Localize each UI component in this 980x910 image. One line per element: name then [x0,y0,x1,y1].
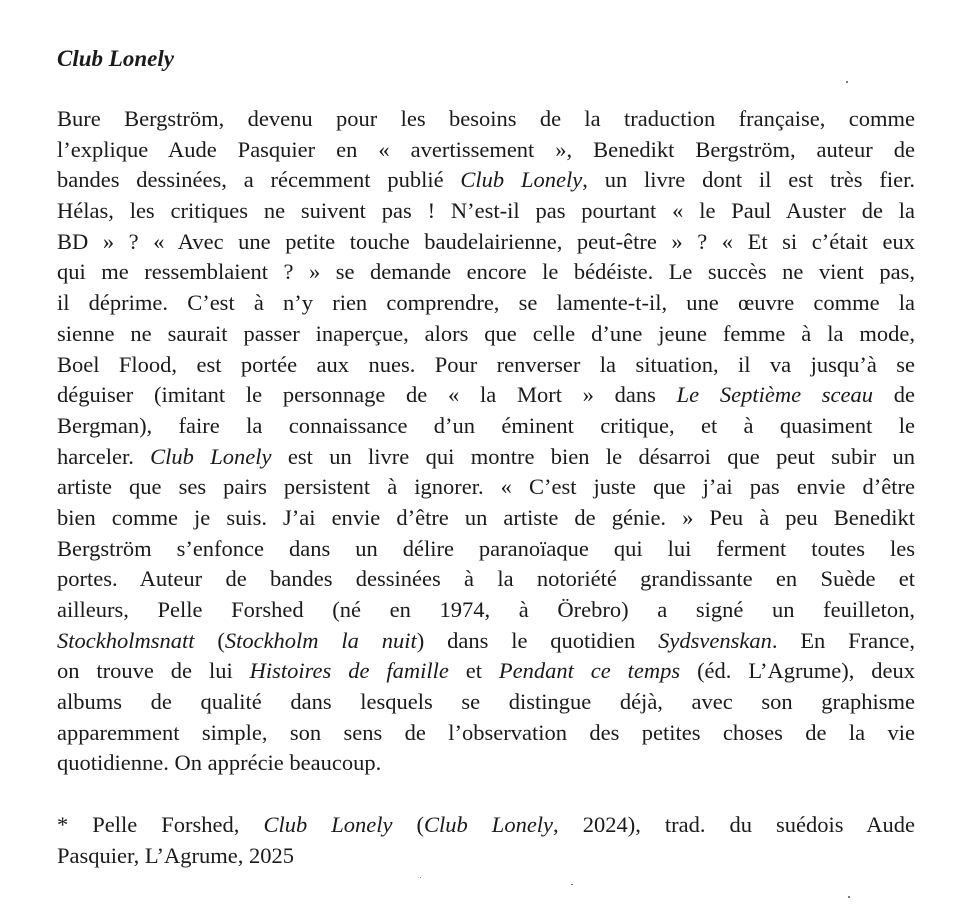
italic-text: Club Lonely [460,167,583,193]
text-run: BD » ? « Avec une petite touche baudelairienne, peut-être » ? « Et si c’était eux [57,228,915,254]
scan-speck [571,884,573,885]
text-run: on trouve de lui [57,658,250,684]
scan-speck [846,81,848,83]
body-line [57,442,915,473]
body-line [57,165,915,196]
body-line [57,319,915,350]
text-run: (éd. L’Agrume), deux [680,658,915,684]
text-run: , un livre dont il est très fier. [582,167,915,193]
body-line [57,503,915,534]
italic-text: Stockholmsnatt [57,627,195,653]
article-title: Club Lonely [57,46,174,71]
text-run: apparemment simple, son sens de l’observation des petites choses de la vie [57,719,915,745]
body-line [57,595,915,626]
body-line [57,748,915,779]
text-run: Pasquier, L’Agrume, 2025 [57,842,294,868]
body-line [57,411,915,442]
footnote [57,810,915,871]
body-line [57,380,915,411]
text-run: bandes dessinées, a récemment publié [57,167,461,193]
text-run: ailleurs, Pelle Forshed (né en 1974, à Örebro) a signé un feuilleton, [57,597,915,622]
body-line [57,626,915,657]
body-line [57,257,915,288]
text-run: portes. Auteur de bandes dessinées à la notoriété grandissante en Suède et [57,566,915,592]
body-line [57,687,915,718]
text-run: est un livre qui montre bien le désarroi que peut subir un [271,443,916,469]
footnote-line [57,841,915,872]
body-line [57,350,915,381]
text-run: . En France, [771,627,915,653]
italic-text: Club Lonely [150,443,272,469]
text-run: ( [392,812,425,837]
body-line [57,227,915,258]
text-run: ( [194,627,225,653]
italic-text: Sydsvenskan [658,627,772,653]
body-line [57,135,915,166]
text-run: * Pelle Forshed, [57,812,264,837]
text-run: Bergström s’enfonce dans un délire paranoïaque qui lui ferment toutes les [57,535,915,561]
text-run: albums de qualité dans lesquels se distingue déjà, avec son graphisme [57,689,915,715]
text-run: artiste que ses pairs persistent à ignorer. « C’est juste que j’ai pas envie d’être [57,474,915,500]
text-run: déguiser (imitant le personnage de « la Mort » dans [57,382,677,408]
text-run: Bure Bergström, devenu pour les besoins de la traduction française, comme [57,106,915,131]
italic-text: Le Septième sceau [676,382,874,408]
body-line [57,472,915,503]
body-line [57,718,915,749]
italic-text: Club Lonely [263,812,393,837]
italic-text: Pendant ce temps [498,658,681,684]
body-line [57,564,915,595]
text-run: l’explique Aude Pasquier en « avertissement », Benedikt Bergström, auteur de [57,136,915,162]
text-run: il déprime. C’est à n’y rien comprendre, se lamente-t-il, une œuvre comme la [57,290,915,316]
scan-speck [420,877,421,878]
italic-text: Stockholm la nuit [224,627,417,653]
article-body [57,104,915,779]
body-line [57,656,915,687]
text-run: Boel Flood, est portée aux nues. Pour renverser la situation, il va jusqu’à se [57,351,915,377]
body-line [57,104,915,135]
text-run: Hélas, les critiques ne suivent pas ! N’est-il pas pourtant « le Paul Auster de la [57,198,915,224]
italic-text: Histoires de famille [249,658,449,684]
scan-speck [848,896,850,898]
text-run: Bergman), faire la connaissance d’un éminent critique, et à quasiment le [57,412,915,438]
text-run: quotidienne. On apprécie beaucoup. [57,750,382,776]
text-run: de [873,382,915,408]
text-run: , 2024), trad. du suédois Aude [553,812,916,837]
body-line [57,534,915,565]
text-run: bien comme je suis. J’ai envie d’être un artiste de génie. » Peu à peu Benedikt [57,504,915,530]
footnote-line [57,810,915,841]
text-run: et [448,658,499,684]
italic-text: Club Lonely [424,812,554,837]
text-run: sienne ne saurait passer inaperçue, alors que celle d’une jeune femme à la mode, [57,320,915,346]
body-line [57,288,915,319]
text-run: ) dans le quotidien [416,627,659,653]
text-run: qui me ressemblaient ? » se demande encore le bédéiste. Le succès ne vient pas, [57,259,915,285]
body-line [57,196,915,227]
text-run: harceler. [57,443,151,469]
